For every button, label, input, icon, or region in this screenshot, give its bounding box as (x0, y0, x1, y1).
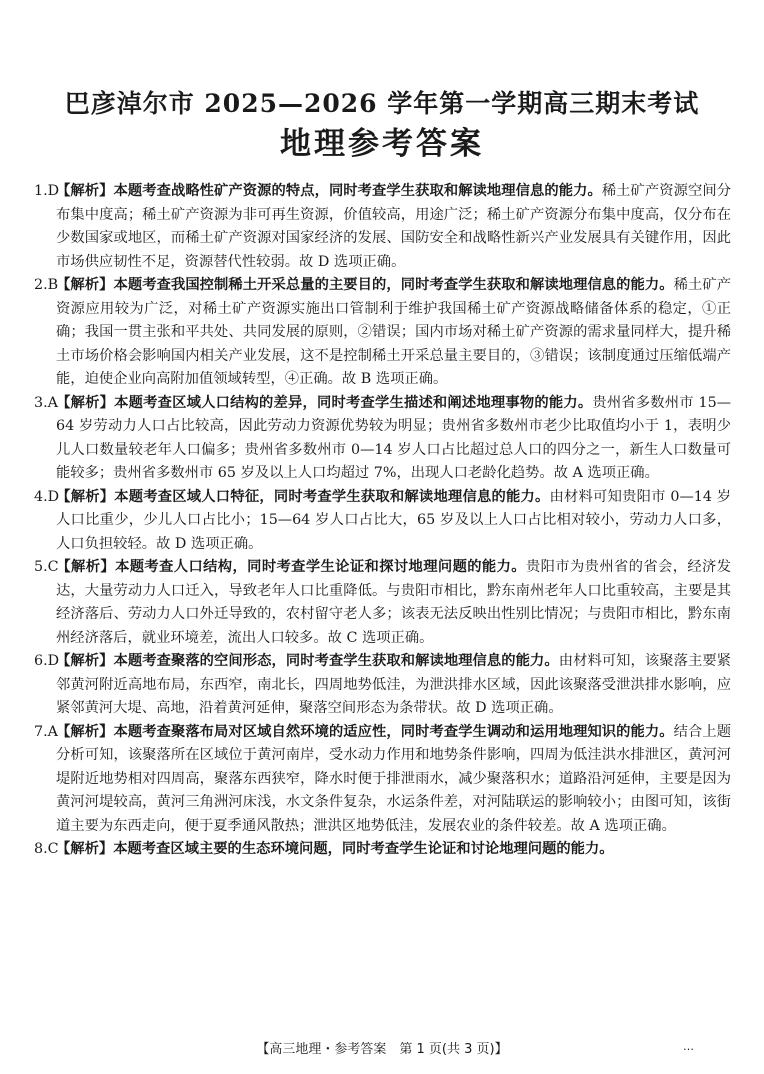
answer-key-title: 地理参考答案 (280, 126, 484, 162)
analysis-lead: 本题考查聚落布局对区域自然环境的适应性，同时考查学生调动和运用地理知识的能力。 (113, 723, 674, 740)
footer-corner-mark: … (683, 1040, 694, 1053)
answer-item-8 (34, 838, 731, 862)
analysis-lead: 本题考查我国控制稀土开采总量的主要目的，同时考查学生获取和解读地理信息的能力。 (113, 277, 674, 293)
answer-item-7 (34, 721, 731, 839)
analysis-tag: 【解析】 (56, 183, 114, 199)
answer-number: 6.D (34, 653, 60, 669)
answer-number: 2.B (34, 277, 59, 293)
analysis-lead: 本题考查战略性矿产资源的特点，同时考查学生获取和解读地理信息的能力。 (113, 183, 602, 199)
analysis-tag: 【解析】 (56, 277, 114, 293)
answer-item-2 (34, 274, 731, 392)
analysis-tag: 【解析】 (56, 488, 115, 505)
answer-item-4 (34, 486, 731, 557)
page-footer: 【高三地理・参考答案 第 1 页(共 3 页)】 (256, 1042, 508, 1057)
analysis-lead: 本题考查聚落的空间形态，同时考查学生获取和解读地理信息的能力。 (113, 653, 559, 669)
answer-number: 3.A (34, 394, 58, 411)
answer-item-5 (34, 556, 731, 650)
analysis-lead: 本题考查区域人口结构的差异，同时考查学生描述和阐述地理事物的能力。 (114, 394, 593, 411)
analysis-tag: 【解析】 (56, 559, 116, 575)
answer-item-6 (34, 650, 731, 721)
answer-item-3 (34, 392, 731, 486)
analysis-lead: 本题考查人口结构，同时考查学生论证和探讨地理问题的能力。 (115, 559, 526, 575)
analysis-tag: 【解析】 (56, 394, 115, 411)
answer-item-1 (34, 180, 731, 274)
analysis-body: 贵州省多数州市 15—64 岁劳动力人口占比较高，因此劳动力资源优势较为明显；贵州省多数州市老少比取值均小于 1，表明少儿人口数量较老年人口偏多；贵州省多数州市 0—14 岁人口占比超过总人口的四分之一，新生人口数量可能较多；贵州省多数州市 65 岁及以上人口均超过 7%，出现人口老龄化趋势。故 A 选项正确。 (56, 394, 731, 481)
answer-number: 4.D (34, 488, 60, 505)
analysis-body: 由材料可知，该聚落主要紧邻黄河附近高地布局，东西窄，南北长，四周地势低洼，为泄洪排水区域，因此该聚落受泄洪排水影响，应紧邻黄河大堤、高地，沿着黄河延伸，聚落空间形态为条带状。故 D 选项正确。 (56, 653, 732, 716)
analysis-body: 稀土矿产资源应用较为广泛，对稀土矿产资源实施出口管制利于维护我国稀土矿产资源战略储备体系的稳定，①正确；我国一贯主张和平共处、共同发展的原则，②错误；国内市场对稀土矿产资源的需求量同样大，提升稀土市场价格会影响国内相关产业发展，这不是控制稀土开采总量主要目的，③错误；该制度通过压缩低端产能，迫使企业向高附加值领域转型，④正确。故 B 选项正确。 (56, 277, 732, 387)
answer-number: 5.C (34, 559, 59, 575)
analysis-lead: 本题考查区域人口特征，同时考查学生获取和解读地理信息的能力。 (114, 488, 550, 505)
exam-title: 巴彦淖尔市 2025—2026 学年第一学期高三期末考试 (64, 89, 700, 118)
analysis-body: 贵阳市为贵州省的省会，经济发达，大量劳动力人口迁入，导致老年人口比重降低。与贵阳市相比，黔东南州老年人口比重较高，主要是其经济落后、劳动力人口外迁导致的，农村留守老人多；该表无法反映出性别比情况；与贵阳市相比，黔东南州经济落后，就业环境差，流出人口较多。故 C 选项正确。 (56, 559, 732, 646)
answer-number: 8.C (34, 841, 59, 857)
answer-number: 1.D (34, 183, 60, 199)
answer-number: 7.A (34, 723, 58, 740)
answer-list (34, 180, 731, 862)
analysis-body: 结合上题分析可知，该聚落所在区域位于黄河南岸，受水动力作用和地势条件影响，四周为低洼洪水排泄区，黄河河堤附近地势相对四周高，聚落东西狭窄，降水时便于排泄雨水，减少聚落积水；道路沿河延伸，主要是因为黄河河堤较高，黄河三角洲河床浅，水文条件复杂，水运条件差，对河陆联运的影响较小；由图可知，该街道主要为东西走向，便于夏季通风散热；泄洪区地势低洼，发展农业的条件较差。故 A 选项正确。 (56, 723, 732, 834)
analysis-lead: 本题考查区域主要的生态环境问题，同时考查学生论证和讨论地理问题的能力。 (113, 841, 614, 857)
analysis-body: 稀土矿产资源空间分布集中度高；稀土矿产资源为非可再生资源，价值较高，用途广泛；稀土矿产资源分布集中度高，仅分布在少数国家或地区，而稀土矿产资源对国家经济的发展、国防安全和战略性新兴产业发展具有关键作用，因此市场供应韧性不足，资源替代性较弱。故 D 选项正确。 (56, 183, 732, 270)
analysis-tag: 【解析】 (56, 653, 114, 669)
analysis-body: 由材料可知贵阳市 0—14 岁人口比重少，少儿人口占比小；15—64 岁人口占比大，65 岁及以上人口占比相对较小，劳动力人口多，人口负担较轻。故 D 选项正确。 (56, 488, 731, 552)
analysis-tag: 【解析】 (56, 723, 114, 740)
analysis-tag: 【解析】 (56, 841, 114, 857)
